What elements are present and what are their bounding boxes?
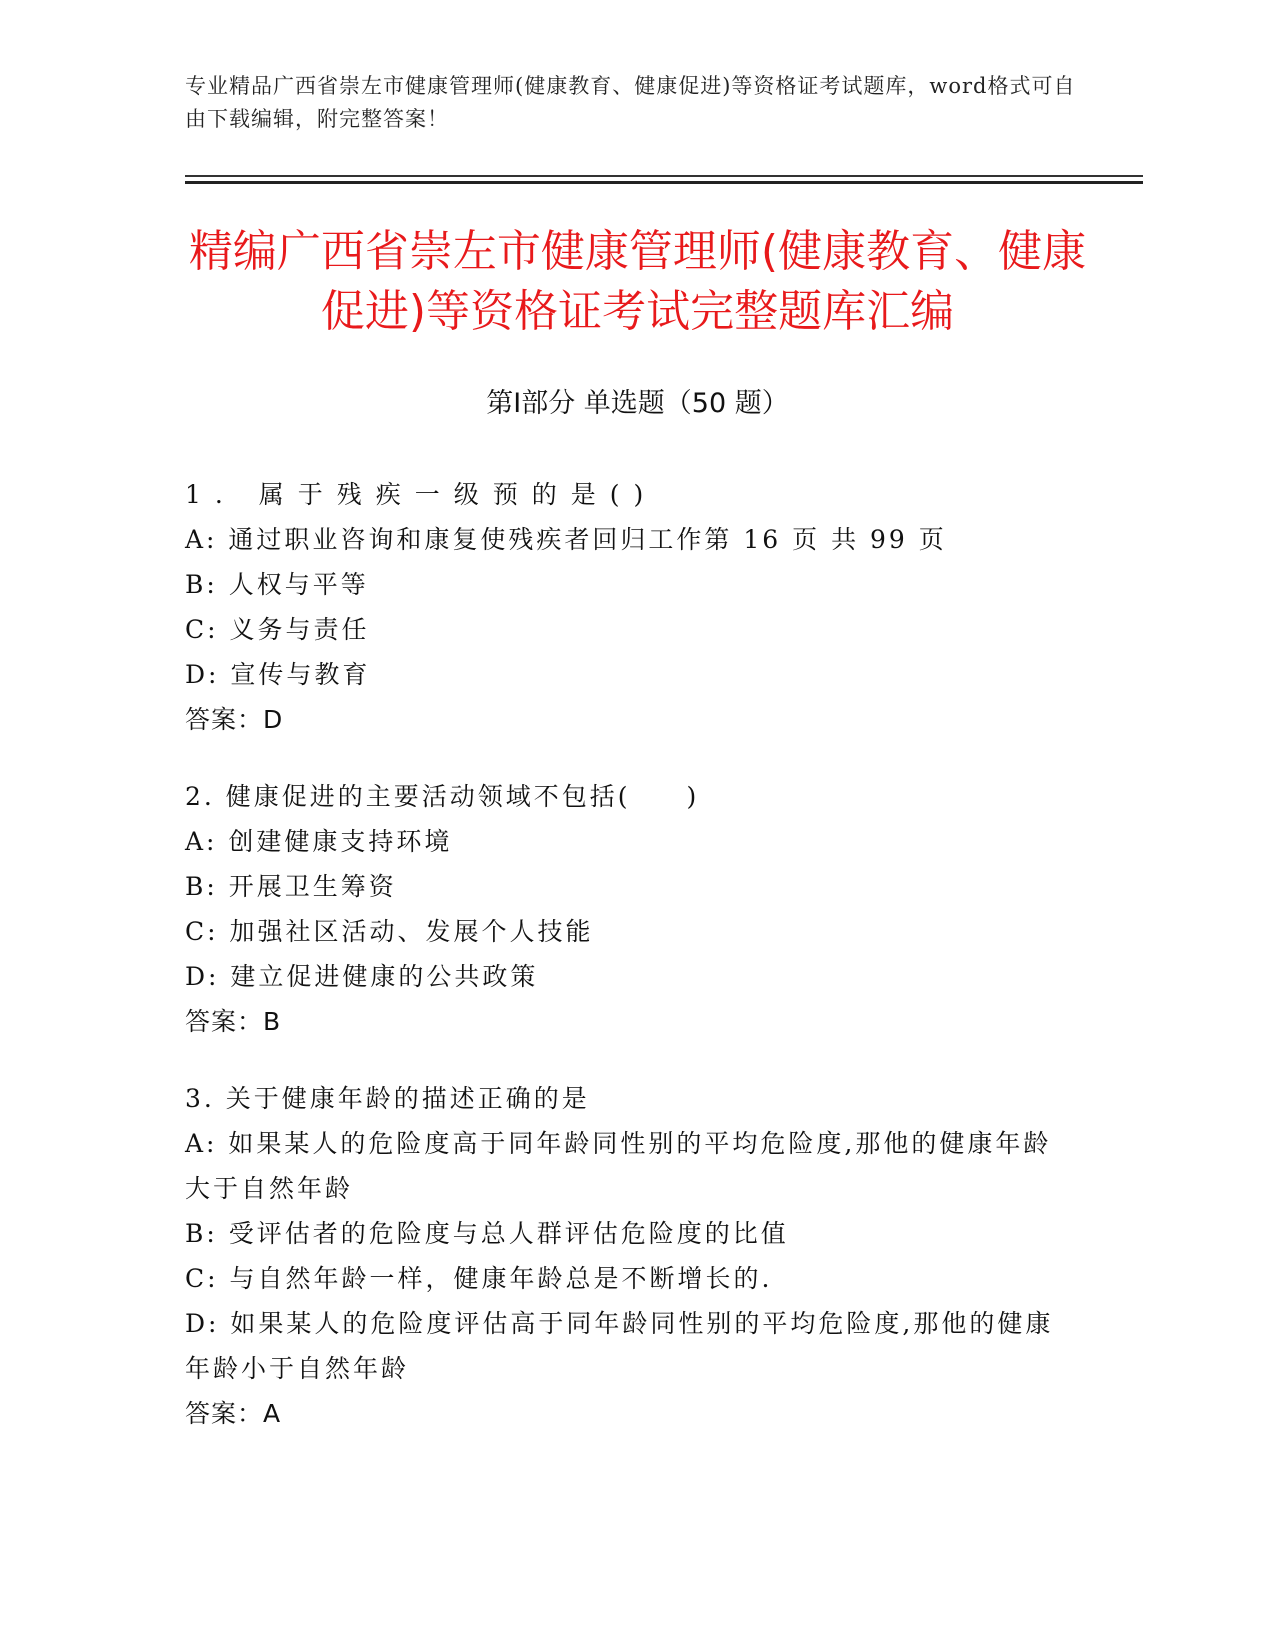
header-divider-thin [185,175,1143,177]
option-a: A: 创建健康支持环境 [185,827,453,856]
option-c: C: 加强社区活动、发展个人技能 [185,917,594,946]
question-stem: 1. 属于残疾一级预的是() [185,480,658,509]
question-list [185,472,1055,1468]
option-a: A: 通过职业咨询和康复使残疾者回归工作第 16 页 共 99 页 [185,525,947,554]
answer-label: 答案：D [185,705,284,734]
option-c: C: 义务与责任 [185,615,370,644]
answer-label: 答案：B [185,1007,282,1036]
question-stem: 3. 关于健康年龄的描述正确的是 [185,1084,590,1113]
header-note: 专业精品广西省崇左市健康管理师(健康教育、健康促进)等资格证考试题库，word格式可自由下载编辑，附完整答案！ [185,74,1076,131]
document-title: 精编广西省崇左市健康管理师(健康教育、健康促进)等资格证考试完整题库汇编 [188,226,1087,337]
header-divider-thick [185,181,1143,184]
answer-label: 答案：A [185,1399,282,1428]
section-title: 第Ⅰ部分 单选题（50 题） [486,388,789,419]
question-stem: 2. 健康促进的主要活动领域不包括( ) [185,782,700,811]
option-d: D: 建立促进健康的公共政策 [185,962,539,991]
question-2 [185,774,1055,1044]
option-c: C: 与自然年龄一样，健康年龄总是不断增长的. [185,1264,773,1293]
option-d: D: 如果某人的危险度评估高于同年龄同性别的平均危险度,那他的健康年龄小于自然年龄 [185,1309,1054,1383]
option-b: B: 受评估者的危险度与总人群评估危险度的比值 [185,1219,789,1248]
question-1 [185,472,1055,742]
option-d: D: 宣传与教育 [185,660,371,689]
option-b: B: 人权与平等 [185,570,369,599]
question-3 [185,1076,1055,1436]
option-b: B: 开展卫生筹资 [185,872,397,901]
option-a: A: 如果某人的危险度高于同年龄同性别的平均危险度,那他的健康年龄大于自然年龄 [185,1129,1052,1203]
